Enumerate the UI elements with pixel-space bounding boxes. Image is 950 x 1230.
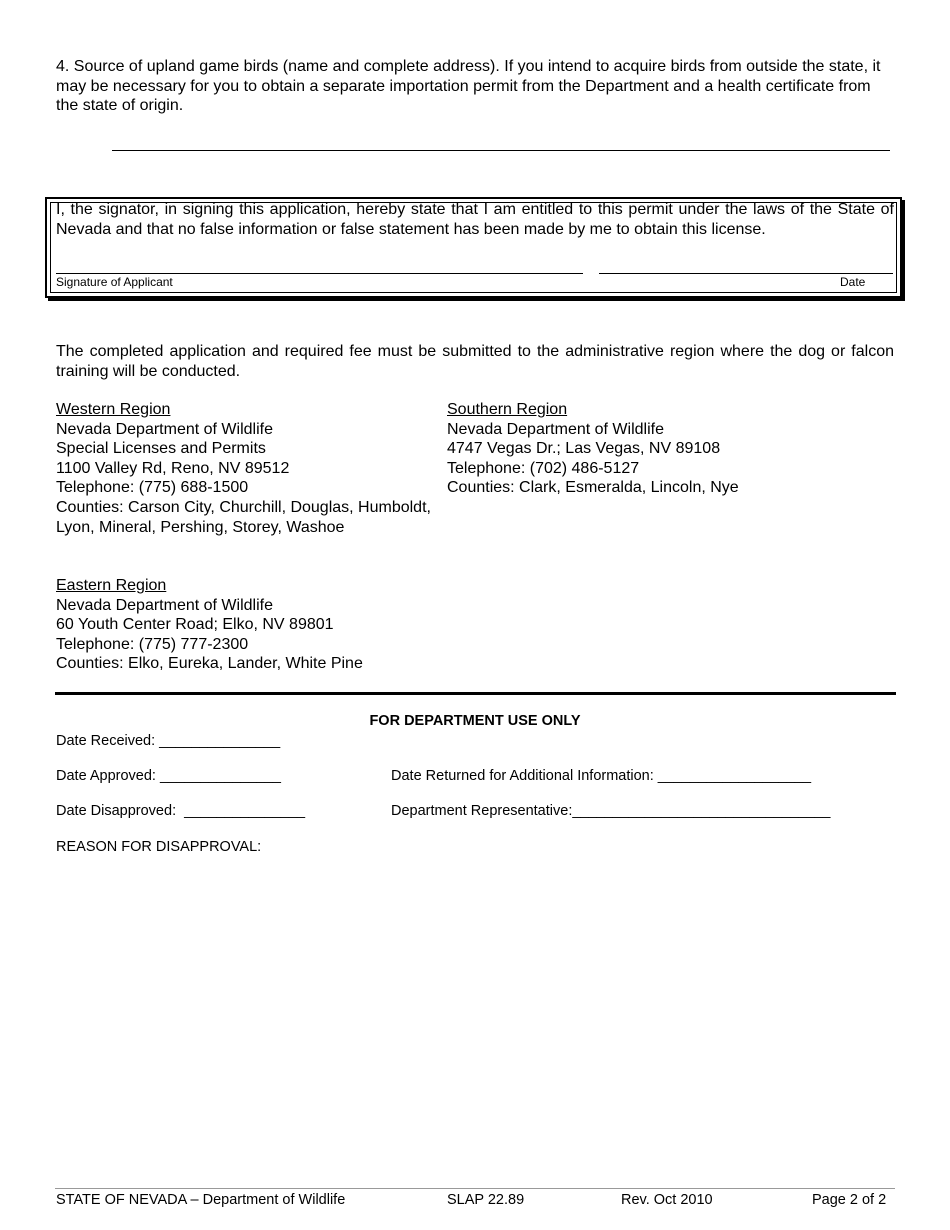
footer-page-number: Page 2 of 2 (812, 1192, 887, 1208)
eastern-region-heading: Eastern Region (56, 577, 167, 594)
date-returned-field[interactable]: Date Returned for Additional Information: ___________________ (391, 768, 812, 784)
department-representative-field[interactable]: Department Representative:________________________________ (391, 803, 831, 819)
submission-instructions: The completed application and required fee must be submitted to the administrative region where the dog or falcon training will be conducted. (56, 343, 894, 380)
department-section-divider (55, 692, 896, 695)
western-region-details: Nevada Department of Wildlife Special Licenses and Permits 1100 Valley Rd, Reno, NV 89512 Telephone: (775) 688-1500 Counties: Carson City, Churchill, Douglas, Humboldt, Lyon, Mineral, Pershing, Storey, Washoe (56, 420, 431, 536)
date-received-field[interactable]: Date Received: _______________ (56, 733, 281, 749)
date-disapproved-field[interactable]: Date Disapproved: _______________ (56, 803, 306, 819)
question-4-answer-line[interactable] (112, 150, 890, 151)
signator-statement: I, the signator, in signing this application, hereby state that I am entitled to this permit under the laws of the State of Nevada and that no false information or false statement has been made by me to obtain this license. (56, 201, 894, 238)
footer-form-code: SLAP 22.89 (447, 1192, 525, 1208)
question-4-text: 4. Source of upland game birds (name and complete address). If you intend to acquire birds from outside the state, it may be necessary for you to obtain a separate importation permit from the Department and a health certificate from the state of origin. (56, 58, 881, 115)
western-region-block (56, 400, 436, 537)
date-approved-field[interactable]: Date Approved: _______________ (56, 768, 281, 784)
western-region-heading: Western Region (56, 401, 171, 418)
footer-agency: STATE OF NEVADA – Department of Wildlife (56, 1192, 346, 1208)
department-use-title: FOR DEPARTMENT USE ONLY (369, 713, 581, 729)
footer-divider (55, 1188, 895, 1189)
eastern-region-details: Nevada Department of Wildlife 60 Youth Center Road; Elko, NV 89801 Telephone: (775) 777-2300 Counties: Elko, Eureka, Lander, White Pine (56, 596, 363, 673)
reason-for-disapproval-label: REASON FOR DISAPPROVAL: (56, 839, 262, 855)
signature-date-line[interactable] (599, 273, 893, 274)
eastern-region-block (56, 576, 436, 674)
southern-region-details: Nevada Department of Wildlife 4747 Vegas Dr.; Las Vegas, NV 89108 Telephone: (702) 486-5127 Counties: Clark, Esmeralda, Lincoln, Nye (447, 420, 739, 497)
southern-region-heading: Southern Region (447, 401, 568, 418)
date-label: Date (840, 275, 866, 289)
signature-line[interactable] (56, 273, 583, 274)
southern-region-block (447, 400, 827, 498)
signature-label: Signature of Applicant (56, 275, 173, 289)
footer-revision: Rev. Oct 2010 (621, 1192, 713, 1208)
